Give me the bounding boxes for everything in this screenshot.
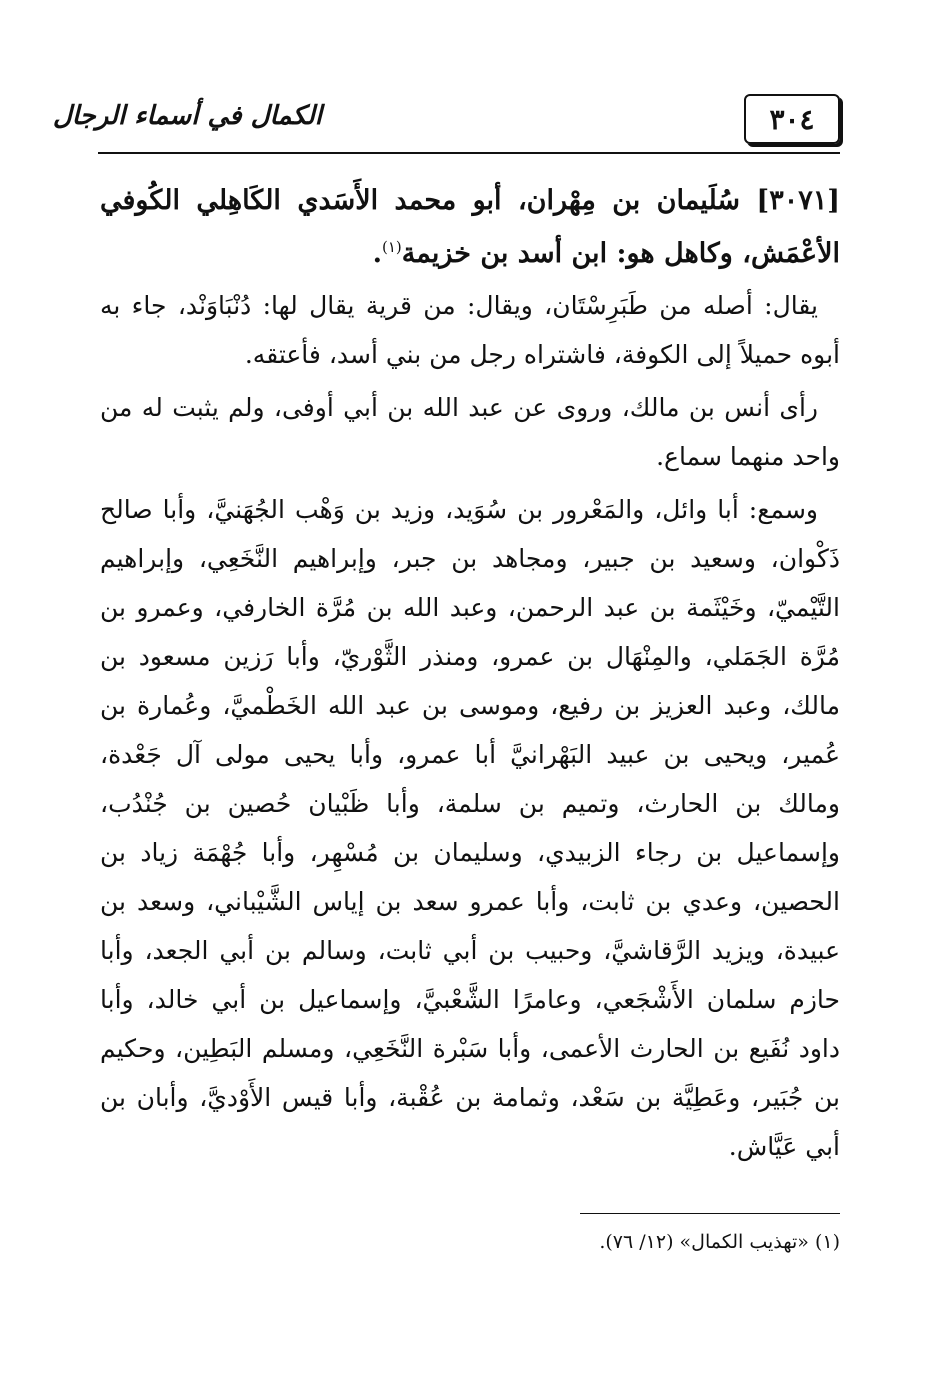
header-divider — [98, 152, 840, 154]
paragraph-teachers: وسمع: أبا وائل، والمَعْرور بن سُوَيد، وزيد بن وَهْب الجُهَنيَّ، وأبا صالح ذَكْوان، وسعيد بن جبير، ومجاهد بن جبر، وإبراهيم النَّخَعِي، وإبراهيم التَّيْميّ، وخَيْثَمة بن عبد الرحمن، وعبد الله بن مُرَّة الخارفي، وعمرو بن مُرَّة الجَمَلي، والمِنْهَال بن عمرو، ومنذر الثَّوْريّ، وأبا رَزين مسعود بن مالك، وعبد العزيز بن رفيع، وموسى بن عبد الله الخَطْميَّ، وعُمارة بن عُمير، ويحيى بن عبيد البَهْرانيَّ أبا عمرو، وأبا يحيى مولى آل جَعْدة، ومالك بن الحارث، وتميم بن سلمة، وأبا ظَبْيان حُصين بن جُنْدُب، وإسماعيل بن رجاء الزبيدي، وسليمان بن مُسْهِر، وأبا جُهْمَة زياد بن الحصين، وعدي بن ثابت، وأبا عمرو سعد بن إياس الشَّيْباني، وسعد بن عبيدة، ويزيد الرَّقاشيَّ، وحبيب بن أبي ثابت، وسالم بن أبي الجعد، وأبا حازم سلمان الأَشْجَعي، وعامرًا الشَّعْبيَّ، وإسماعيل بن أبي خالد، وأبا داود نُفَيع بن الحارث الأعمى، وأبا سَبْرة النَّخَعِي، ومسلم البَطِين، وحكيم بن جُبَير، وعَطِيَّة بن سَعْد، وثمامة بن عُقْبة، وأبا قيس الأَوْديَّ، وأبان بن أبي عَيَّاش. — [100, 495, 840, 1161]
entry-title-text: سُلَيمان بن مِهْران، أبو محمد الأَسَدي الكَاهِلي الكُوفي الأعْمَش، وكاهل هو: ابن أسد بن خزيمة — [100, 185, 840, 269]
paragraph-origin: يقال: أصله من طَبَرِسْتَان، ويقال: من قرية يقال لها: دُنْبَاوَنْد، جاء به أبوه حميلاً إلى الكوفة، فاشتراه رجل من بني أسد، فأعتقه. — [100, 291, 840, 369]
footnote: (١) «تهذيب الكمال» (١٢/ ٧٦). — [599, 1231, 840, 1253]
entry-heading — [100, 178, 840, 277]
page-body — [100, 178, 840, 1175]
paragraph-narration: رأى أنس بن مالك، وروى عن عبد الله بن أبي أوفى، ولم يثبت له من واحد منهما سماع. — [100, 393, 840, 471]
page-header — [52, 88, 840, 150]
entry-number: [٣٠٧١] — [756, 185, 840, 216]
book-title: الكمال في أسماء الرجال — [52, 101, 322, 131]
footnote-marker: (١) — [381, 238, 402, 256]
page-number: ٣٠٤ — [744, 94, 840, 144]
footnote-divider — [580, 1213, 840, 1214]
entry-title-end: . — [372, 238, 382, 269]
